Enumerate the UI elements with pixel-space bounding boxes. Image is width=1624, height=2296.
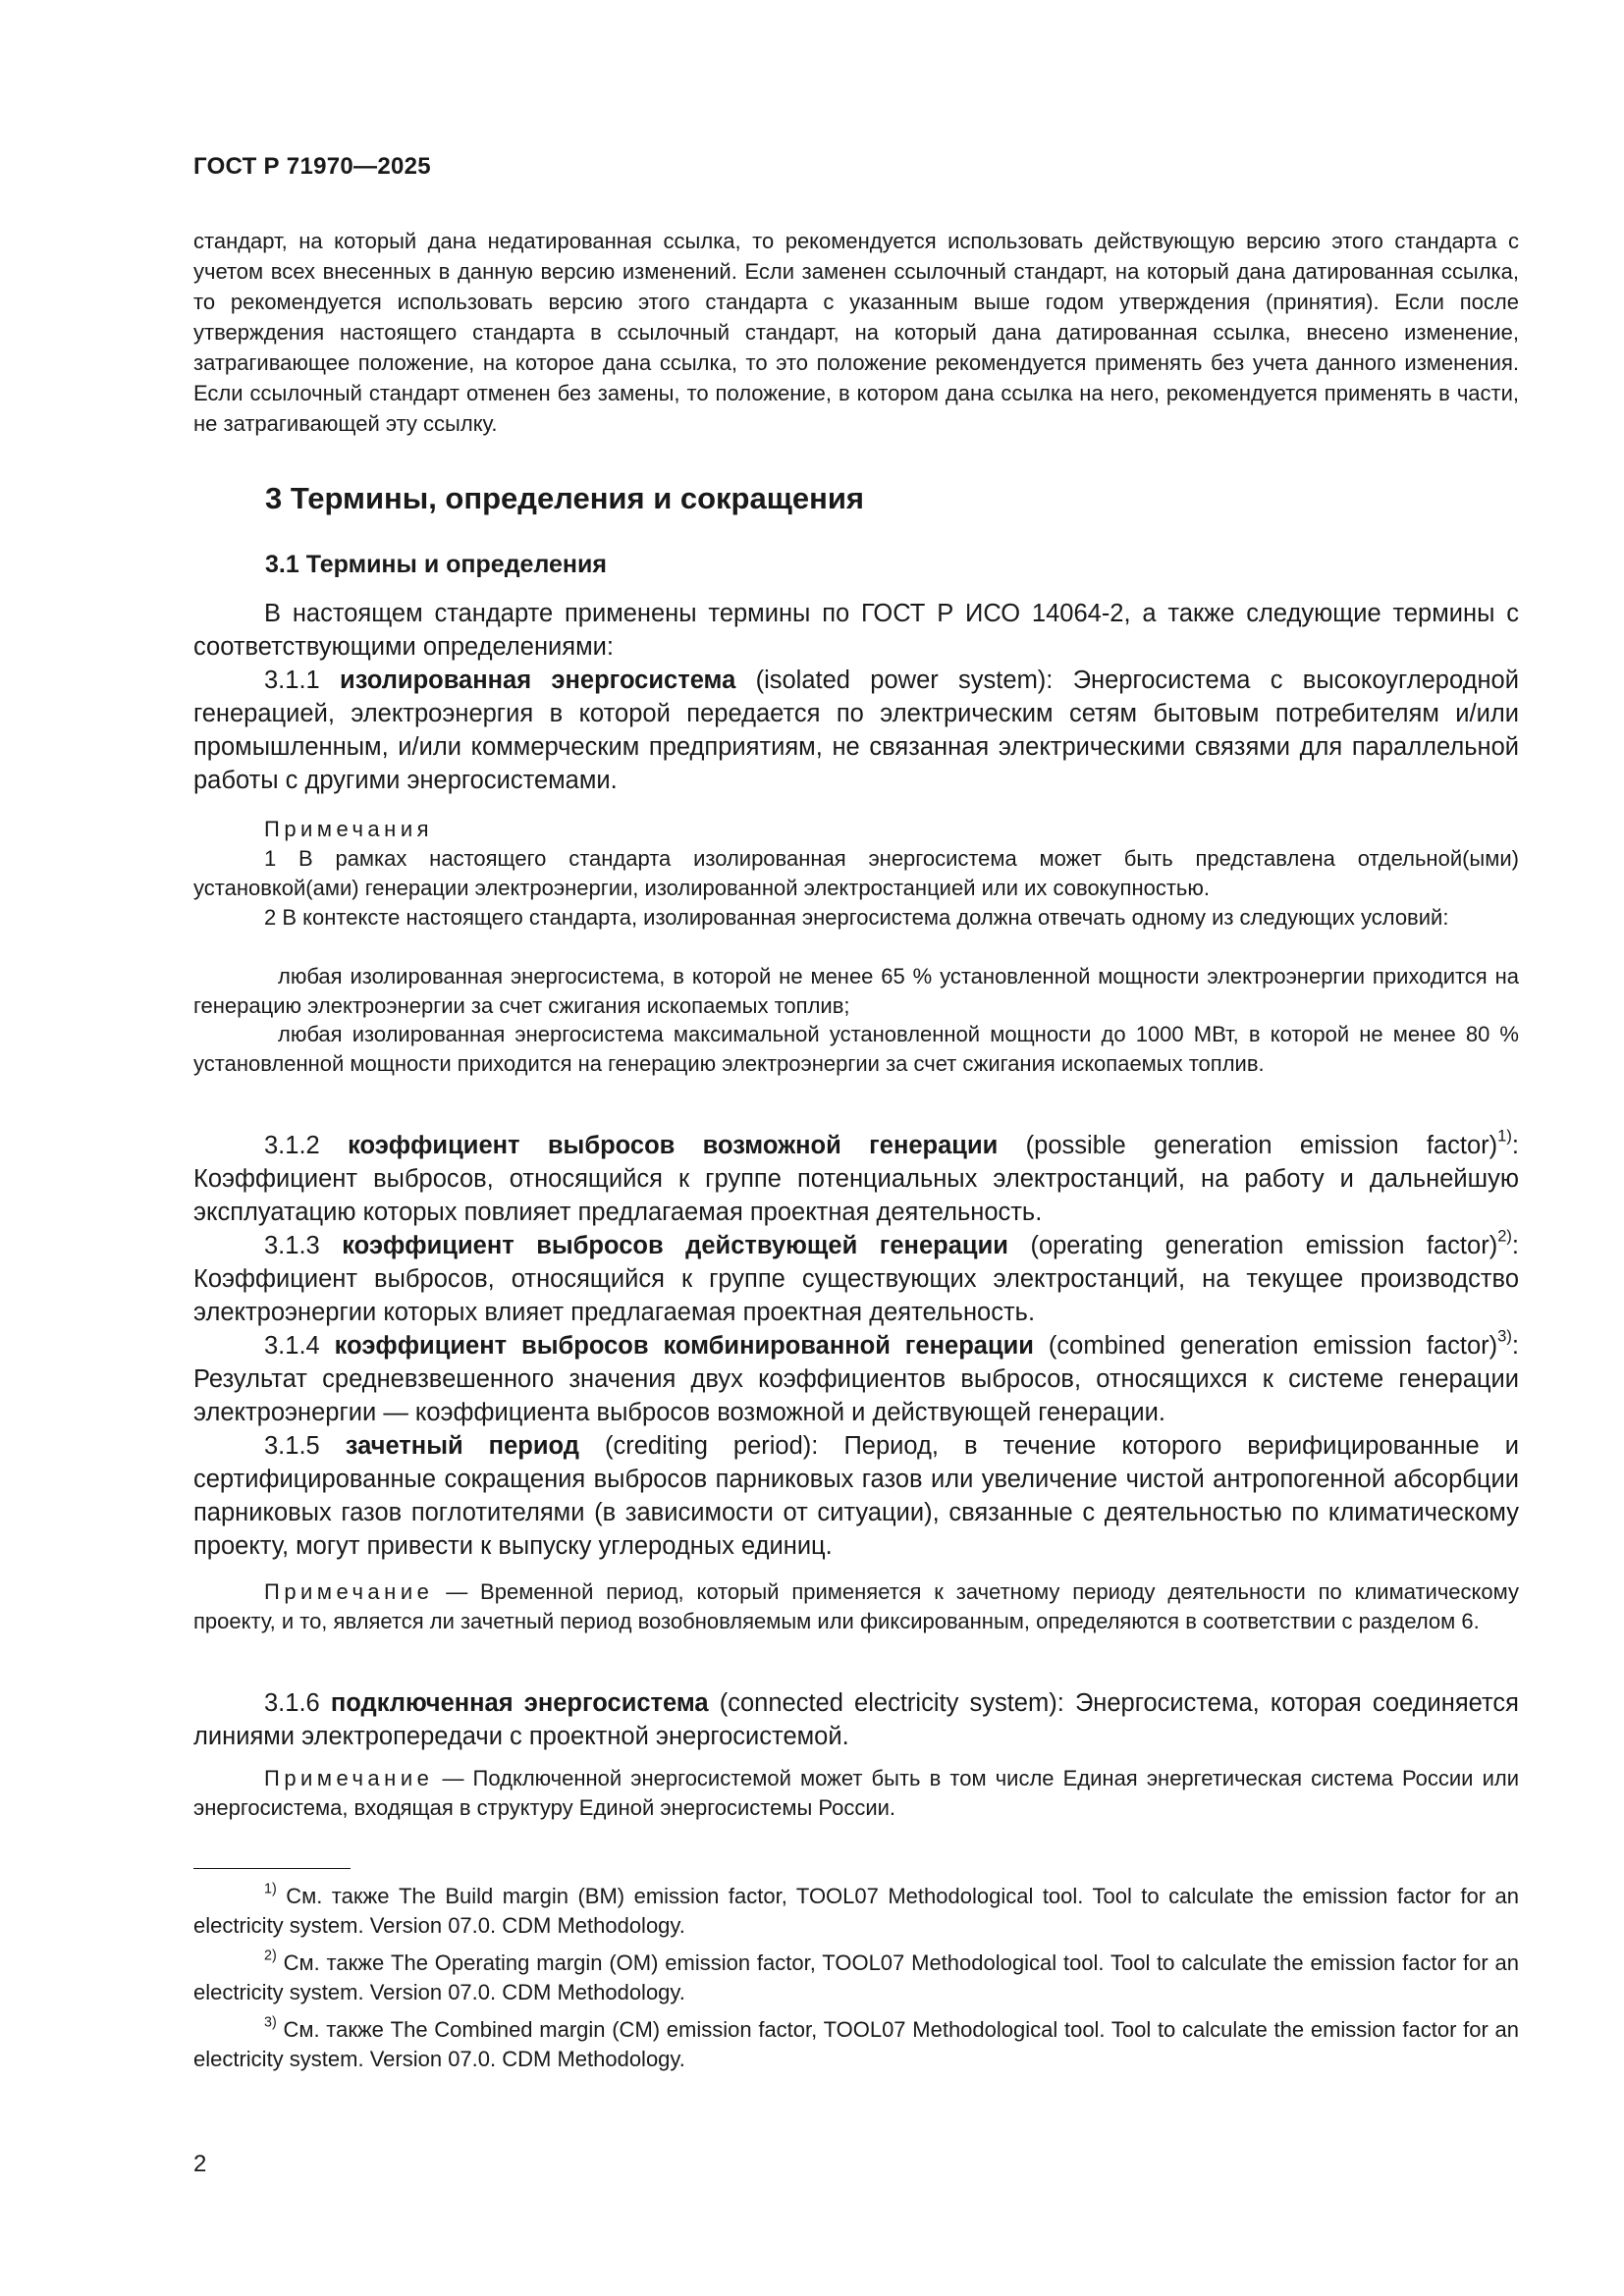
- term-name: изолированная энергосистема: [340, 667, 736, 694]
- term-number: 3.1.2: [264, 1132, 320, 1159]
- term-english: (isolated power system):: [755, 667, 1054, 694]
- term-name: подключенная энергосистема: [330, 1689, 709, 1717]
- note-label: Примечание: [264, 1579, 434, 1604]
- footnote-1: [193, 1882, 1519, 1940]
- footnote-mark: 3): [264, 2014, 277, 2031]
- term-english: (connected electricity system):: [719, 1689, 1064, 1717]
- term-name: коэффициент выбросов действующей генерации: [342, 1232, 1008, 1259]
- term-3-1-6: [193, 1686, 1519, 1753]
- subsection-title: 3.1 Термины и определения: [265, 551, 607, 578]
- intro-paragraph: стандарт, на который дана недатированная ссылка, то рекомендуется использовать действующую версию этого стандарта с учетом всех внесенных в данную версию изменений. Если заменен ссылочный стандарт, на который дана датированная ссылка, то рекомендуется использовать версию этого стандарта с указанным выше годом утверждения (принятия). Если после утверждения настоящего стандарта в ссылочный стандарт, на который дана датированная ссылка, внесено изменение, затрагивающее положение, на которое дана ссылка, то это положение рекомендуется применять без учета данного изменения. Если ссылочный стандарт отменен без замены, то положение, в котором дана ссылка на него, рекомендуется применять в части, не затрагивающей эту ссылку.: [193, 229, 1519, 436]
- term-number: 3.1.3: [264, 1232, 320, 1259]
- term-3-1-3: [193, 1226, 1520, 1329]
- term-number: 3.1.5: [264, 1432, 320, 1460]
- term-definition: : Коэффициент выбросов, относящийся к группе потенциальных электростанций, на работу и дальнейшую эксплуатацию которых повлияет предлагаемая проектная деятельность.: [193, 1132, 1519, 1226]
- footnote-divider: [193, 1868, 351, 1869]
- footnote-2: [193, 1949, 1519, 2006]
- note-3-1-6: [193, 1764, 1519, 1822]
- term-name: зачетный период: [345, 1432, 579, 1460]
- section-title: 3 Термины, определения и сокращения: [265, 481, 864, 515]
- page-number: 2: [193, 2151, 207, 2177]
- term-definition: Энергосистема с высокоуглеродной генерацией, электроэнергия в которой передается по электрическим сетям бытовым потребителям и/или промышленным, и/или коммерческим предприятиям, не связанная электрическими связями для параллельной работы с другими энергосистемами.: [193, 667, 1519, 794]
- term-name: коэффициент выбросов комбинированной генерации: [334, 1332, 1034, 1360]
- term-definition: Период, в течение которого верифицированные и сертифицированные сокращения выбросов парниковых газов или увеличение чистой антропогенной абсорбции парниковых газов поглотителями (в зависимости от ситуации), связанные с деятельностью по климатическому проекту, могут привести к выпуску углеродных единиц.: [193, 1432, 1519, 1560]
- term-3-1-4: [193, 1326, 1519, 1429]
- term-3-1-2: [193, 1126, 1519, 1229]
- term-english: (crediting period):: [605, 1432, 819, 1460]
- term-english: (combined generation emission factor): [1048, 1332, 1498, 1360]
- footnote-text: См. также The Build margin (BM) emission factor, TOOL07 Methodological tool. Tool to calculate the emission factor for an electricity system. Version 07.0. CDM Methodology.: [193, 1884, 1519, 1938]
- note-text: — Подключенной энергосистемой может быть в том числе Единая энергетическая система России или энергосистема, входящая в структуру Единой энергосистемы России.: [193, 1766, 1519, 1820]
- note-1: 1 В рамках настоящего стандарта изолированная энергосистема может быть представлена отдельной(ыми) установкой(ами) генерации электроэнергии, изолированной электростанцией или их совокупностью.: [193, 846, 1519, 900]
- term-number: 3.1.4: [264, 1332, 320, 1360]
- term-definition: Энергосистема, которая соединяется линиями электропередачи с проектной энергосистемой.: [193, 1689, 1519, 1750]
- term-3-1-1: [193, 664, 1519, 797]
- term-number: 3.1.6: [264, 1689, 320, 1717]
- footnote-text: См. также The Combined margin (CM) emission factor, TOOL07 Methodological tool. Tool to calculate the emission factor for an electricity system. Version 07.0. CDM Methodology.: [193, 2017, 1519, 2071]
- footnote-ref: 2): [1497, 1226, 1512, 1246]
- term-definition: : Коэффициент выбросов, относящийся к группе существующих электростанций, на текущее производство электроэнергии которых влияет предлагаемая проектная деятельность.: [193, 1232, 1520, 1326]
- term-name: коэффициент выбросов возможной генерации: [348, 1132, 999, 1159]
- note-label: Примечание: [264, 1766, 434, 1790]
- term-english: (operating generation emission factor): [1030, 1232, 1498, 1259]
- term-3-1-5: [193, 1429, 1519, 1563]
- note-2-item-b: любая изолированная энергосистема максимальной установленной мощности до 1000 МВт, в которой не менее 80 % установленной мощности приходится на генерацию электроэнергии за счет сжигания ископаемых топлив.: [193, 1022, 1519, 1076]
- footnote-ref: 1): [1497, 1126, 1512, 1146]
- footnote-ref: 3): [1497, 1326, 1512, 1346]
- note-text: — Временной период, который применяется к зачетному периоду деятельности по климатическому проекту, и то, является ли зачетный период возобновляемым или фиксированным, определяются в соответствии с разделом 6.: [193, 1579, 1519, 1633]
- footnote-mark: 1): [264, 1881, 277, 1897]
- note-3-1-5: [193, 1577, 1519, 1635]
- terms-intro: В настоящем стандарте применены термины по ГОСТ Р ИСО 14064-2, а также следующие термины с соответствующими определениями:: [193, 600, 1519, 661]
- term-definition: : Результат средневзвешенного значения двух коэффициентов выбросов, относящихся к системе генерации электроэнергии — коэффициента выбросов возможной и действующей генерации.: [193, 1332, 1519, 1426]
- term-number: 3.1.1: [264, 667, 320, 694]
- note-2-item-a: любая изолированная энергосистема, в которой не менее 65 % установленной мощности электроэнергии приходится на генерацию электроэнергии за счет сжигания ископаемых топлив;: [193, 964, 1519, 1018]
- note-2: 2 В контексте настоящего стандарта, изолированная энергосистема должна отвечать одному из следующих условий:: [264, 905, 1449, 930]
- notes-label: Примечания: [264, 817, 434, 841]
- footnote-mark: 2): [264, 1948, 277, 1964]
- term-english: (possible generation emission factor): [1025, 1132, 1498, 1159]
- document-header: ГОСТ Р 71970—2025: [193, 153, 431, 180]
- footnote-3: [193, 2015, 1519, 2073]
- footnote-text: См. также The Operating margin (OM) emission factor, TOOL07 Methodological tool. Tool to calculate the emission factor for an electricity system. Version 07.0. CDM Methodology.: [193, 1950, 1519, 2004]
